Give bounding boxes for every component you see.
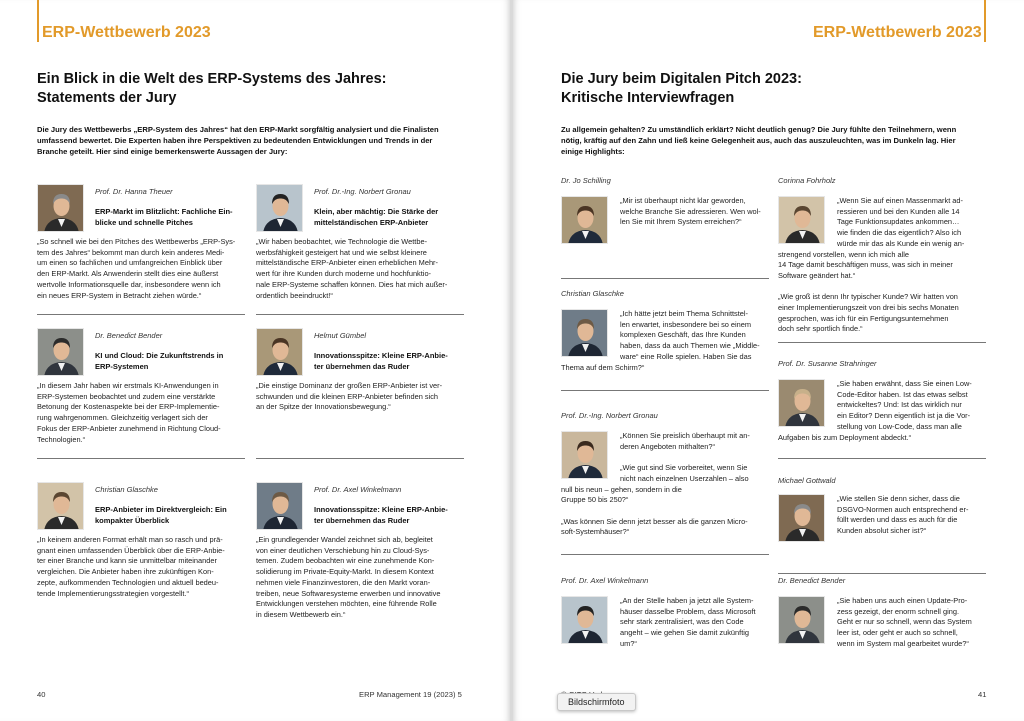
statement-quote [256, 237, 466, 301]
text-line: ERP-Anbieter im Direktvergleich: Ein [95, 505, 227, 514]
text-line: welche Branche Sie adressieren. Wen wol- [620, 206, 761, 216]
interview-quote [561, 596, 771, 650]
text-line: von einer deutlichen Verschiebung hin zu Cloud-Sys- [256, 545, 430, 555]
interview-quote [561, 431, 771, 538]
text-line: „Ein grundlegender Wandel zeichnet sich ab, begleitet [256, 535, 433, 544]
section-divider [778, 458, 986, 459]
text-line: nale ERP-Systeme schaffen können. Dies hat mich außer- [256, 279, 448, 289]
text-line: „Wenn Sie auf einen Massenmarkt ad- [837, 196, 963, 205]
text-line: temen. Zudem beobachten wir eine zunehmende Kon- [256, 556, 435, 566]
intro-line: einige Highlights: [561, 147, 625, 156]
text-line: deren Angeboten mithalten?“ [620, 441, 715, 451]
title-line: Statements der Jury [37, 90, 177, 106]
interview-quote [778, 494, 988, 537]
interview-quote [778, 596, 988, 650]
text-line: treiben, neue Softwaresysteme erwerben und innovative [256, 588, 441, 598]
text-line: gesprochen, was ich für ein Fertigungsunternehmen [778, 313, 949, 323]
text-line: Betonung der Kostenaspekte bei der ERP-Implementie- [37, 402, 220, 412]
statement-headline [95, 207, 233, 228]
jury-member-name: Prof. Dr. Axel Winkelmann [561, 576, 649, 585]
jury-member-name: Christian Glaschke [561, 289, 624, 298]
intro-line: Die Jury des Wettbewerbs „ERP-System des Jahres“ hat den ERP-Markt sorgfältig analysiert und die Finalisten [37, 125, 439, 134]
text-line: „In keinem anderen Format erhält man so rasch und prä- [37, 535, 223, 544]
jury-member-name: Prof. Dr. Hanna Theuer [95, 187, 173, 196]
text-line: komplexen Geschäft, das Ihre Kunden [620, 330, 746, 340]
interview-quote [561, 196, 771, 228]
text-line: wert für ihre Kunden durch moderne und hochfunktio- [256, 269, 432, 279]
text-line: um einen so fachlichen und umfangreichen Einblick über [37, 258, 223, 268]
text-line: „Die einstige Dominanz der großen ERP-Anbieter ist ver- [256, 381, 443, 390]
text-line: Software geändert hat.“ [778, 270, 856, 280]
text-line: Tage Funktionsupdates ankommen… [837, 217, 960, 227]
statement-headline [314, 505, 448, 526]
text-line: stellung von Low-Code, dass man alle [837, 421, 962, 431]
text-line: „Wie groß ist denn Ihr typischer Kunde? Wir hatten von [778, 292, 958, 302]
text-line: werbsfähigkeit gesteigert hat und wie selbst kleinere [256, 247, 427, 257]
page-title [37, 70, 386, 108]
title-line: Ein Blick in die Welt des ERP-Systems des Jahres: [37, 71, 387, 87]
text-line: „In diesem Jahr haben wir erstmals KI-Anwendungen in [37, 381, 219, 390]
text-line: Code-Editor haben. Ist das etwas selbst [837, 389, 968, 399]
text-line: „Mir ist überhaupt nicht klar geworden, [620, 196, 746, 205]
brand-accent-line [37, 0, 39, 42]
statement-quote [37, 535, 247, 599]
text-line: ein Editor? Denn eigentlich ist ja die Vor- [837, 411, 971, 421]
text-line: zess gezeigt, der enorm schnell ging. [837, 606, 960, 616]
text-line: Klein, aber mächtig: Die Stärke der [314, 207, 439, 216]
text-line: blicke und schnelle Pitches [95, 217, 193, 227]
section-divider [778, 573, 986, 574]
text-line: Innovationsspitze: Kleine ERP-Anbie- [314, 351, 448, 360]
section-divider [37, 314, 245, 315]
text-line: mittelständische ERP-Anbieter einen erheblichen Mehr- [256, 258, 438, 268]
jury-member-name: Dr. Benedict Bender [95, 331, 163, 340]
text-line: Gruppe 50 bis 250?“ [561, 495, 629, 505]
page-number: 41 [978, 690, 987, 699]
text-line: null bis neun – gehen, sondern in die [561, 484, 682, 494]
portrait-photo [256, 482, 303, 530]
page-title [561, 70, 802, 108]
brand-label: ERP-Wettbewerb 2023 [813, 24, 982, 41]
text-line: angeht – wie gehen Sie damit zukünftig [620, 628, 750, 638]
text-line: wenn im System mal gearbeitet wurde?“ [837, 638, 969, 648]
jury-member-name: Helmut Gümbel [314, 331, 367, 340]
text-line: „Ich hätte jetzt beim Thema Schnittstel- [620, 309, 749, 318]
section-divider [256, 458, 464, 459]
text-line: strengend vorstellen, wenn ich mich alle [778, 249, 910, 259]
jury-member-name: Christian Glaschke [95, 485, 158, 494]
text-line: den ERP-Markt. Als Anwenderin stellt dies eine äußerst [37, 269, 219, 279]
statement-quote [256, 535, 466, 621]
text-line: leer ist, oder geht er auch so schnell, [837, 628, 958, 638]
text-line: „Sie haben erwähnt, dass Sie einen Low- [837, 379, 972, 388]
section-divider [778, 342, 986, 343]
text-line: ware“ eine Rolle spielen. Haben Sie das [620, 351, 752, 361]
text-line: „Können Sie preislich überhaupt mit an- [620, 431, 750, 440]
brand-label: ERP-Wettbewerb 2023 [42, 24, 211, 41]
text-line: „Sie haben uns auch einen Update-Pro- [837, 596, 968, 605]
text-line: entwickeltes? Und: Ist das wirklich nur [837, 400, 962, 410]
text-line: ERP-Systemen beobachtet und zudem eine verstärkte [37, 391, 216, 401]
text-line: haben, dass da auch Themen wie „Middle- [620, 341, 760, 351]
portrait-photo [37, 328, 84, 376]
text-line: solidierung im Private-Equity-Markt. In diesem Kontext [256, 567, 434, 577]
text-line: ordentlich beeindruckt!“ [256, 290, 333, 300]
text-line: gnant einen umfassenden Überblick über die ERP-Anbie- [37, 545, 225, 555]
statement-headline [95, 505, 227, 526]
statement-quote [37, 237, 247, 301]
text-line: zepte, aufkommenden Technologien und aktuell bedeu- [37, 577, 219, 587]
text-line: ter übernehmen das Ruder [314, 361, 410, 371]
section-divider [561, 390, 769, 391]
text-line: Thema auf dem Schirm?“ [561, 362, 645, 372]
left-page [0, 0, 510, 721]
title-line: Die Jury beim Digitalen Pitch 2023: [561, 71, 802, 87]
section-divider [256, 314, 464, 315]
text-line: „An der Stelle haben ja jetzt alle System- [620, 596, 754, 605]
text-line: „Wir haben beobachtet, wie Technologie die Wettbe- [256, 237, 428, 246]
text-line: ter übernehmen das Ruder [314, 515, 410, 525]
text-line: KI und Cloud: Die Zukunftstrends in [95, 351, 224, 360]
interview-quote [778, 379, 988, 443]
jury-member-name: Dr. Jo Schilling [561, 176, 611, 185]
text-line: len Sie mit Ihrem System erreichen?“ [620, 217, 742, 227]
portrait-photo [256, 328, 303, 376]
text-line: einer Implementierungszeit von drei bis sechs Monaten [778, 303, 959, 313]
intro-line: umfassend bewertet. Die Experten haben ihre Perspektiven zu bedeutenden Entwicklungen und Trends in der [37, 136, 433, 145]
text-line: Technologien.“ [37, 434, 86, 444]
text-line: tende Implementierungsstrategien vorgestellt.“ [37, 588, 189, 598]
intro-line: Branche geteilt. Hier sind einige bemerkenswerte Aussagen der Jury: [37, 147, 288, 156]
text-line: Kunden absolut sicher ist?“ [837, 526, 927, 536]
text-line: „Wie gut sind Sie vorbereitet, wenn Sie [620, 463, 748, 473]
right-page [513, 0, 1024, 721]
section-divider [561, 278, 769, 279]
text-line: vergleichen. Die Anbieter haben ihre zukünftigen Kon- [37, 567, 214, 577]
statement-headline [314, 351, 448, 372]
intro-line: nötig, kräftig auf den Zahn und ließ keine Gelegenheit aus, auch das auszuleuchten, was im Dunkeln lag. Hier [561, 136, 956, 145]
text-line: ERP-Markt im Blitzlicht: Fachliche Ein- [95, 207, 233, 216]
jury-member-name: Corinna Fohrholz [778, 176, 836, 185]
statement-headline [314, 207, 438, 228]
text-line: tem des Jahres“ bekommt man durch kein anderes Medi- [37, 247, 225, 257]
jury-member-name: Prof. Dr. Susanne Strahringer [778, 359, 877, 368]
text-line [620, 452, 771, 463]
text-line: füllt werden und dass es auch für die [837, 515, 958, 525]
portrait-photo [256, 184, 303, 232]
text-line: 14 Tage damit beschäftigen muss, was sich in meiner [778, 260, 953, 270]
portrait-photo [37, 184, 84, 232]
text-line: „Was können Sie denn jetzt besser als die ganzen Micro- [561, 516, 748, 526]
text-line: schwunden und die kleinen ERP-Anbieter befinden sich [256, 391, 439, 401]
text-line: würde mir das als Kunde ein wenig an- [837, 238, 965, 248]
text-line: ERP-Systemen [95, 361, 149, 371]
intro-text [561, 124, 1001, 157]
text-line: Aufgaben bis zum Deployment abdeckt.“ [778, 432, 912, 442]
statement-quote [37, 381, 247, 445]
interview-quote [561, 309, 771, 373]
brand-accent-line [984, 0, 986, 42]
text-line [778, 282, 988, 293]
intro-text [37, 124, 477, 157]
text-line: nehmen viele Finanzinvestoren, die den Markt voran- [256, 577, 431, 587]
jury-member-name: Dr. Benedict Bender [778, 576, 846, 585]
jury-member-name: Michael Gottwald [778, 476, 836, 485]
text-line: Fokus der ERP-Anbieter zunehmend in Richtung Cloud- [37, 423, 221, 433]
text-line: häuser dasselbe Problem, dass Microsoft [620, 606, 756, 616]
footer-issue: ERP Management 19 (2023) 5 [359, 690, 462, 699]
interview-quote [778, 196, 988, 335]
statement-headline [95, 351, 223, 372]
text-line: soft-Systemhäuser?“ [561, 527, 630, 537]
text-line: kompakter Überblick [95, 515, 170, 525]
text-line: ter einer Branche und kann sie unmittelbar miteinander [37, 556, 217, 566]
text-line: mittelständischen ERP-Anbieter [314, 217, 429, 227]
section-divider [37, 458, 245, 459]
portrait-photo [37, 482, 84, 530]
jury-member-name: Prof. Dr.-Ing. Norbert Gronau [561, 411, 658, 420]
screenshot-tooltip: Bildschirmfoto [557, 693, 636, 711]
text-line: rung wahrgenommen. Gleichzeitig verlagert sich der [37, 413, 208, 423]
text-line: Geht er nur so schnell, wenn das System [837, 617, 972, 627]
text-line: ressieren und bei den Kunden alle 14 [837, 206, 960, 216]
text-line [561, 506, 771, 517]
text-line: um?“ [620, 638, 637, 648]
text-line: Innovationsspitze: Kleine ERP-Anbie- [314, 505, 448, 514]
text-line: Entwicklungen verstehen möchten, eine führende Rolle [256, 599, 437, 609]
statement-quote [256, 381, 466, 413]
text-line: nicht nach einzelnen Userzahlen – also [620, 473, 749, 483]
intro-line: Zu allgemein gehalten? Zu umständlich erklärt? Nicht deutlich genug? Die Jury fühlte den Teilnehmern, wenn [561, 125, 957, 134]
text-line: an der Spitze der Innovationsbewegung.“ [256, 402, 391, 412]
jury-member-name: Prof. Dr.-Ing. Norbert Gronau [314, 187, 411, 196]
text-line: „Wie stellen Sie denn sicher, dass die [837, 494, 960, 503]
text-line: doch sehr sportlich finde.“ [778, 324, 863, 334]
text-line: „So schnell wie bei den Pitches des Wettbewerbs „ERP-Sys- [37, 237, 236, 246]
page-number: 40 [37, 690, 46, 699]
text-line: wie finden die das eigentlich? Also ich [837, 228, 962, 238]
text-line: ein neues ERP-System in Betracht ziehen würde.“ [37, 290, 202, 300]
section-divider [561, 554, 769, 555]
text-line: wertvolle Informationsquelle dar, insbesondere wenn ich [37, 279, 221, 289]
text-line: in diesem Wettbewerb ein.“ [256, 609, 346, 619]
title-line: Kritische Interviewfragen [561, 90, 735, 106]
jury-member-name: Prof. Dr. Axel Winkelmann [314, 485, 402, 494]
text-line: len erwartet, insbesondere bei so einem [620, 319, 752, 329]
text-line: DSGVO-Normen auch entsprechend er- [837, 504, 969, 514]
text-line: sehr stark zentralisiert, was den Code [620, 617, 744, 627]
